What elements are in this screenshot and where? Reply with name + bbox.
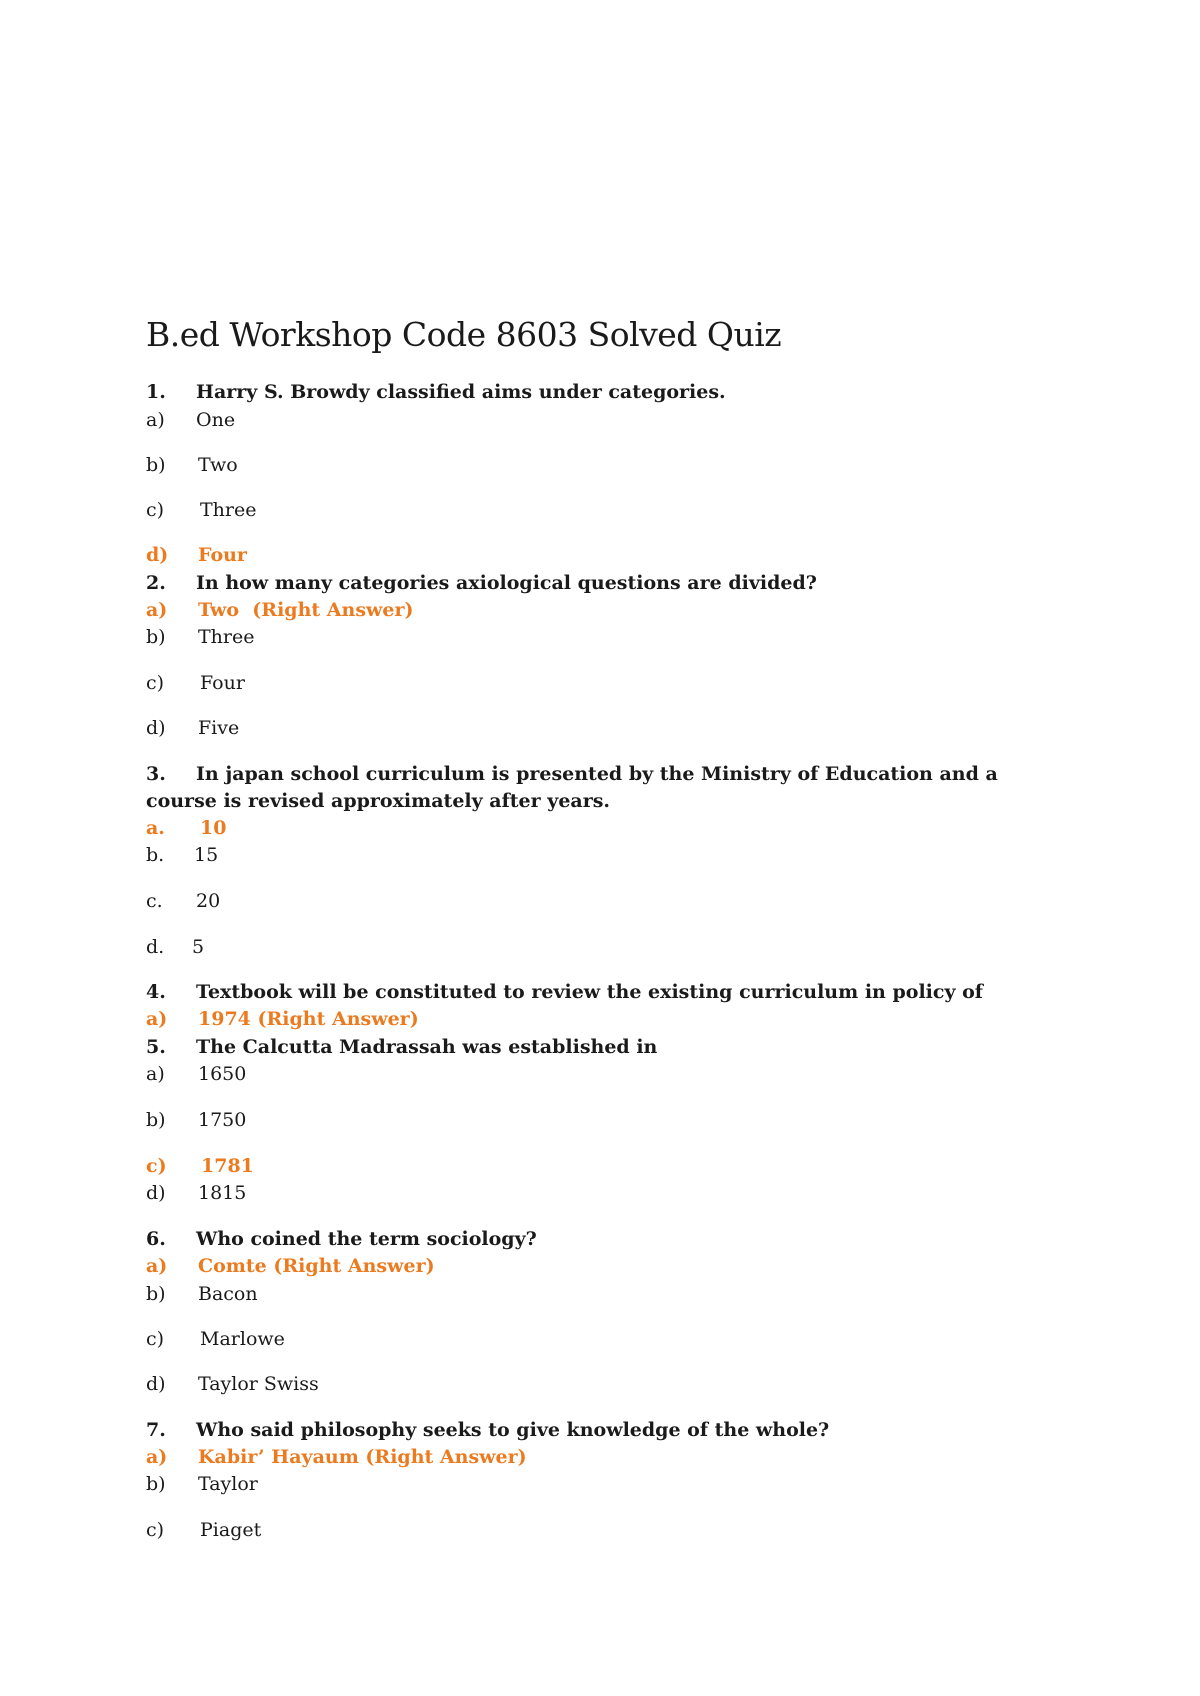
option-text: 20: [196, 890, 221, 912]
question-number: 7.: [146, 1419, 166, 1441]
option-label: c.: [146, 890, 163, 912]
option-text: 10: [200, 817, 227, 839]
option-text: Five: [198, 717, 240, 739]
option-label: a): [146, 1446, 168, 1468]
option-label: b): [146, 1473, 166, 1495]
question-text-continued: course is revised approximately after years.: [146, 790, 611, 812]
page-title: B.ed Workshop Code 8603 Solved Quiz: [146, 315, 782, 354]
option-label: b): [146, 1283, 166, 1305]
option-text: Kabir’ Hayaum (Right Answer): [198, 1446, 527, 1468]
question-text: The Calcutta Madrassah was established in: [196, 1036, 658, 1058]
option-label: c): [146, 1328, 165, 1350]
question-text: In japan school curriculum is presented by the Ministry of Education and a: [196, 763, 998, 785]
option-label: a): [146, 1008, 168, 1030]
option-label: d): [146, 1182, 166, 1204]
option-text: 1650: [198, 1063, 247, 1085]
option-label: a): [146, 1255, 168, 1277]
option-label: d.: [146, 936, 165, 958]
option-label: c): [146, 499, 165, 521]
option-label: b): [146, 1109, 166, 1131]
option-text: 15: [194, 844, 219, 866]
option-label: a): [146, 409, 165, 431]
option-label: b): [146, 626, 166, 648]
option-text: 1781: [201, 1155, 254, 1177]
option-label: d): [146, 544, 169, 566]
option-text: Four: [200, 672, 245, 694]
question-number: 6.: [146, 1228, 166, 1250]
option-label: d): [146, 1373, 166, 1395]
option-label: b): [146, 454, 166, 476]
option-label: d): [146, 717, 166, 739]
question-number: 5.: [146, 1036, 166, 1058]
option-label: c): [146, 1519, 165, 1541]
option-label: c): [146, 672, 165, 694]
question-number: 2.: [146, 572, 166, 594]
question-number: 3.: [146, 763, 166, 785]
option-text: Four: [198, 544, 247, 566]
option-label: a): [146, 1063, 165, 1085]
option-text: 1974 (Right Answer): [198, 1008, 419, 1030]
option-text: Marlowe: [200, 1328, 285, 1350]
option-text: Three: [198, 626, 255, 648]
option-text: One: [196, 409, 236, 431]
option-text: Three: [200, 499, 257, 521]
question-text: Who coined the term sociology?: [196, 1228, 537, 1250]
question-number: 1.: [146, 381, 166, 403]
option-text: 1750: [198, 1109, 247, 1131]
option-text: Piaget: [200, 1519, 262, 1541]
option-label: c): [146, 1155, 167, 1177]
option-text: Taylor Swiss: [198, 1373, 319, 1395]
option-text: Two (Right Answer): [198, 599, 414, 621]
option-text: 5: [192, 936, 205, 958]
option-text: Taylor: [198, 1473, 258, 1495]
option-text: 1815: [198, 1182, 247, 1204]
question-text: Harry S. Browdy classified aims under categories.: [196, 381, 726, 403]
question-text: Textbook will be constituted to review the existing curriculum in policy of: [196, 981, 983, 1003]
option-text: Bacon: [198, 1283, 258, 1305]
question-text: In how many categories axiological questions are divided?: [196, 572, 817, 594]
option-label: a.: [146, 817, 165, 839]
option-label: b.: [146, 844, 165, 866]
option-text: Comte (Right Answer): [198, 1255, 435, 1277]
option-label: a): [146, 599, 168, 621]
question-text: Who said philosophy seeks to give knowledge of the whole?: [196, 1419, 830, 1441]
question-number: 4.: [146, 981, 166, 1003]
option-text: Two: [198, 454, 238, 476]
